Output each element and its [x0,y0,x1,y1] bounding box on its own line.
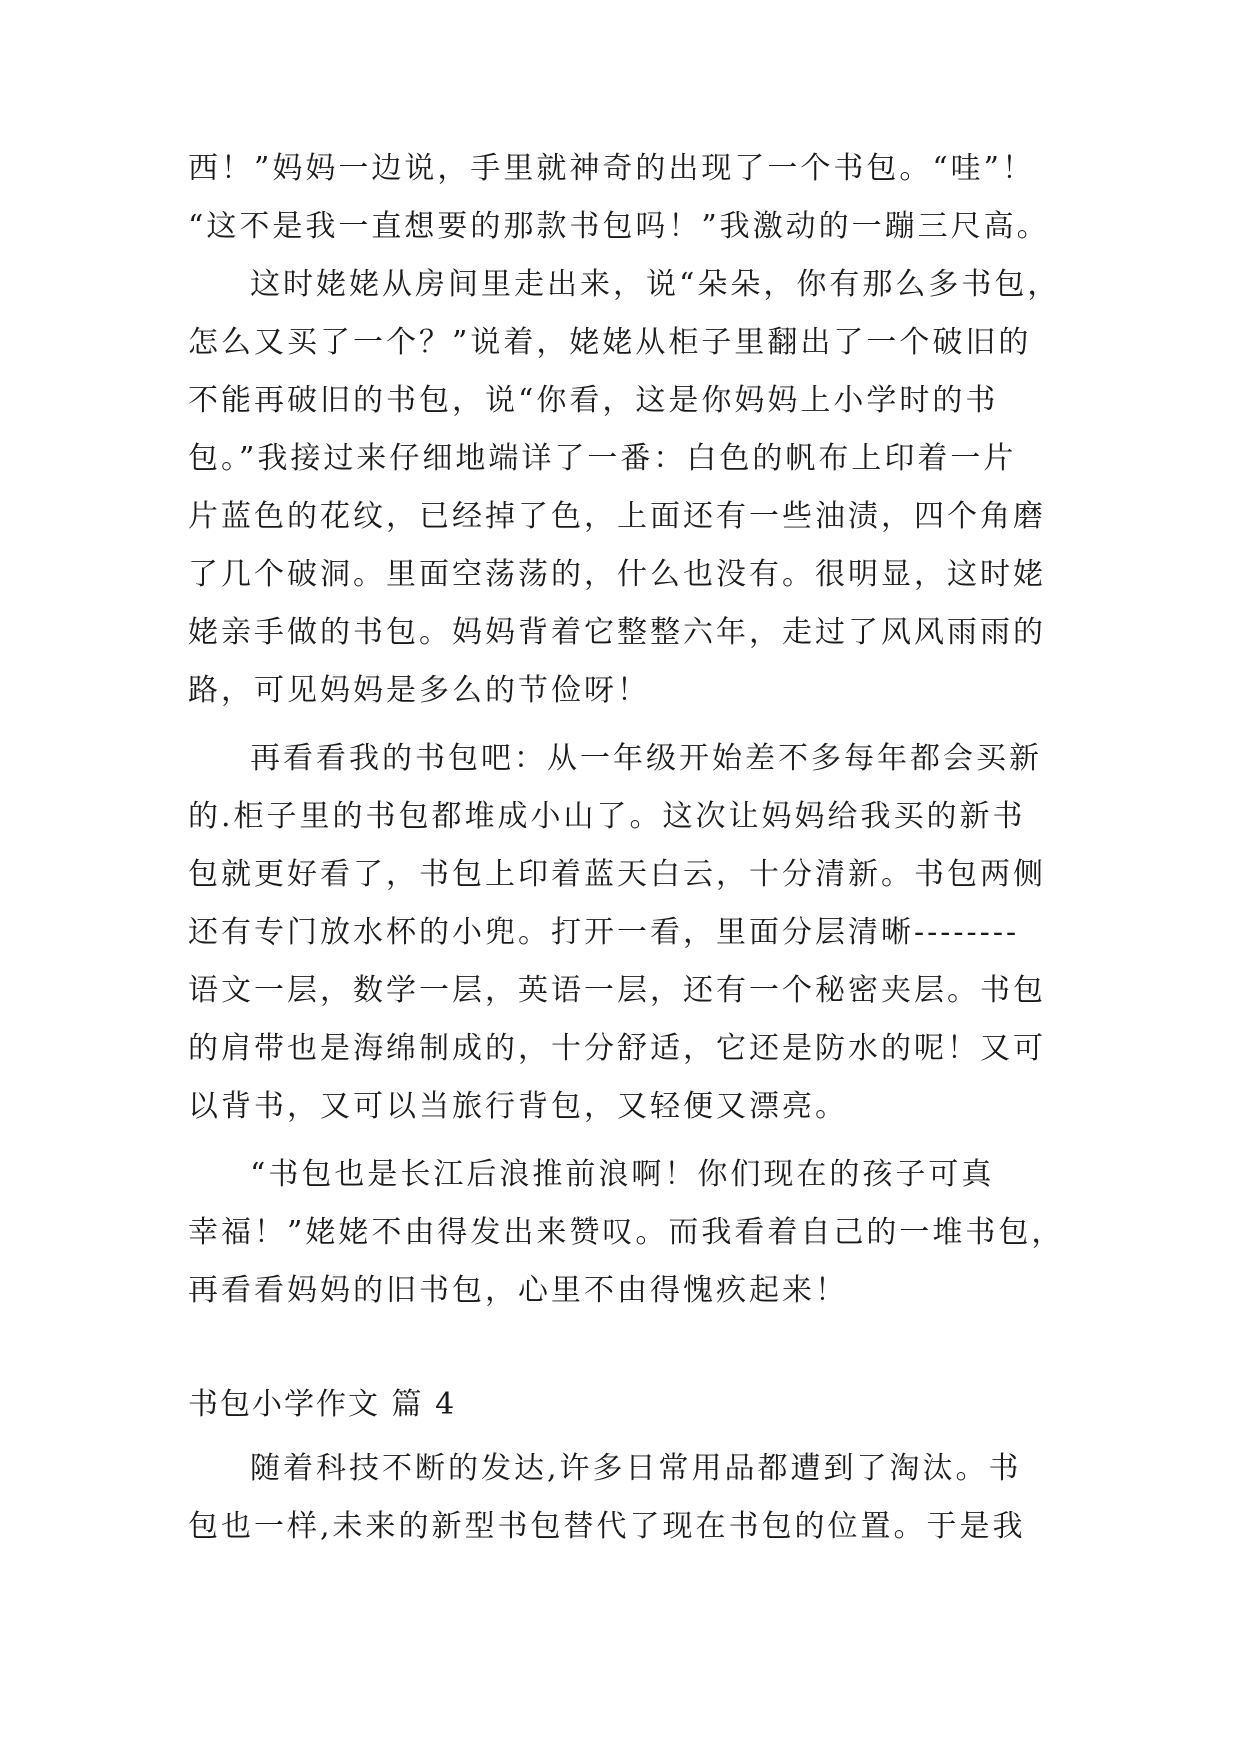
text-line: 怎么又买了一个？”说着，姥姥从柜子里翻出了一个破旧的 [188,325,1032,360]
paragraph-start-line: 这时姥姥从房间里走出来，说“朵朵，你有那么多书包， [250,267,1061,302]
text-line: 还有专门放水杯的小兜。打开一看，里面分层清晰-------- [188,915,1020,950]
text-line: 的肩带也是海绵制成的，十分舒适，它还是防水的呢！又可 [188,1031,1046,1066]
text-line: 片蓝色的花纹，已经掉了色，上面还有一些油渍，四个角磨 [188,499,1046,534]
text-line: 语文一层，数学一层，英语一层，还有一个秘密夹层。书包 [188,973,1046,1008]
text-line: 西！”妈妈一边说，手里就神奇的出现了一个书包。“哇”！ [188,151,1036,186]
text-line: 包也一样,未来的新型书包替代了现在书包的位置。于是我 [188,1509,1026,1544]
text-line: 包。”我接过来仔细地端详了一番：白色的帆布上印着一片 [188,441,1017,476]
text-line: 路，可见妈妈是多么的节俭呀！ [188,673,650,708]
text-line: 的.柜子里的书包都堆成小山了。这次让妈妈给我买的新书 [188,799,1026,834]
text-line: 了几个破洞。里面空荡荡的，什么也没有。很明显，这时姥 [188,557,1046,592]
section-heading: 书包小学作文 篇 4 [188,1387,457,1422]
text-line: 再看看妈妈的旧书包，心里不由得愧疚起来！ [188,1273,848,1308]
paragraph-start-line: 随着科技不断的发达,许多日常用品都遭到了淘汰。书 [250,1451,1022,1486]
text-line: “这不是我一直想要的那款书包吗！”我激动的一蹦三尺高。 [188,209,1050,244]
text-line: 姥亲手做的书包。妈妈背着它整整六年，走过了风风雨雨的 [188,615,1046,650]
text-line: 以背书，又可以当旅行背包，又轻便又漂亮。 [188,1089,848,1124]
paragraph-start-line: 再看看我的书包吧：从一年级开始差不多每年都会买新 [250,741,1042,776]
text-line: 包就更好看了，书包上印着蓝天白云，十分清新。书包两侧 [188,857,1046,892]
text-line: 幸福！”姥姥不由得发出来赞叹。而我看着自己的一堆书包， [188,1215,1065,1250]
text-line: 不能再破旧的书包，说“你看，这是你妈妈上小学时的书 [188,383,999,418]
paragraph-start-line: “书包也是长江后浪推前浪啊！你们现在的孩子可真 [250,1157,995,1192]
